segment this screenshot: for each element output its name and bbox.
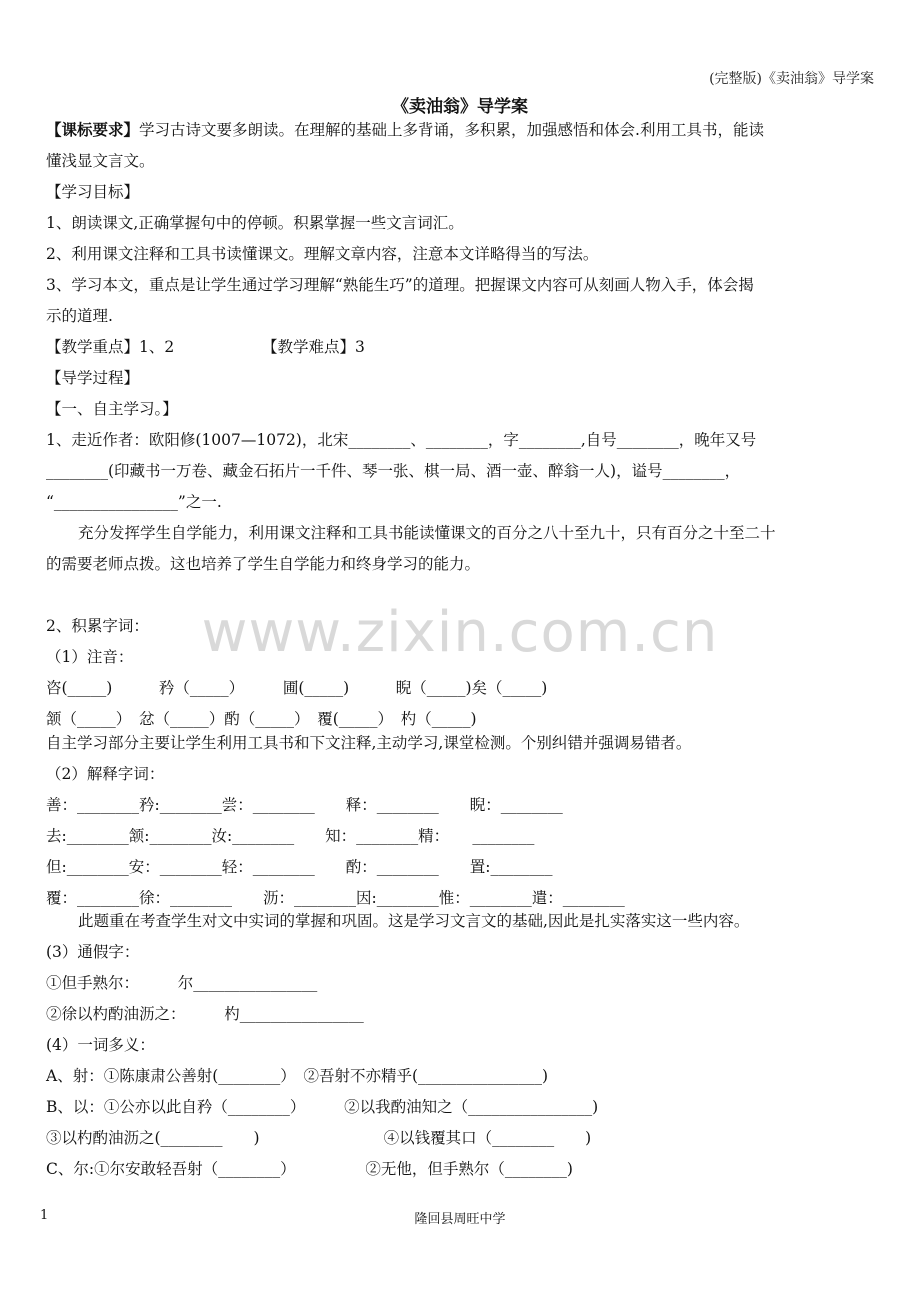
loan-character-2: ②徐以杓酌油沥之： 杓________________	[46, 1005, 364, 1023]
explain-words-heading: （2）解释字词：	[46, 765, 165, 783]
loan-characters-heading: (3）通假字：	[46, 943, 140, 961]
pronunciation-row-2: 颔（_____） 忿（_____）酌（_____） 覆(_____） 杓（_____)	[46, 710, 477, 728]
polysemy-row-b: B、以：①公亦以此自矜（________） ②以我酌油知之（________________)	[46, 1098, 599, 1116]
author-line-3: “________________”之一.	[46, 493, 222, 511]
polysemy-row-b-cont: ③以杓酌油沥之(________ ) ④以钱覆其口（________ )	[46, 1129, 592, 1147]
pronunciation-note: 自主学习部分主要让学生利用工具书和下文注释,主动学习,课堂检测。个别纠错并强调易错者。	[46, 734, 692, 752]
polysemy-row-c: C、尔:①尔安敢轻吾射（________） ②无他，但手熟尔（________)	[46, 1160, 573, 1178]
section-self-study: 【一、自主学习。】	[46, 400, 178, 418]
pronunciation-heading: （1）注音：	[46, 648, 134, 666]
curriculum-requirement-text: 学习古诗文要多朗读。在理解的基础上多背诵，多积累，加强感悟和体会.利用工具书，能读	[139, 121, 764, 139]
accumulate-words-heading: 2、积累字词：	[46, 617, 149, 635]
watermark: www.zixin.com.cn	[201, 600, 719, 665]
footer-school: 隆回县周旺中学	[414, 1212, 506, 1227]
goal-3: 3、学习本文，重点是让学生通过学习理解“熟能生巧”的道理。把握课文内容可从刻画人物入手，体会揭	[46, 276, 754, 294]
explain-row-1: 善：________矜:________尝：________ 释：________ 睨：________	[46, 796, 563, 814]
explain-note: 此题重在考查学生对文中实词的掌握和巩固。这是学习文言文的基础,因此是扎实落实这一些内容。	[78, 912, 750, 930]
author-line-2: ________(印藏书一万卷、藏金石拓片一千件、琴一张、棋一局、酒一壶、醉翁一人)，谥号________，	[46, 462, 741, 480]
page-title: 《卖油翁》导学案	[392, 97, 528, 117]
explain-row-2: 去:________颔:________汝:________ 知：________精： ________	[46, 827, 535, 845]
goal-2: 2、利用课文注释和工具书读懂课文。理解文章内容，注意本文详略得当的写法。	[46, 245, 599, 263]
teaching-difficulty: 【教学难点】3	[262, 338, 365, 356]
running-header: (完整版)《卖油翁》导学案	[709, 71, 874, 87]
curriculum-requirement-line	[46, 120, 764, 140]
self-study-note-1: 充分发挥学生自学能力，利用课文注释和工具书能读懂课文的百分之八十至九十，只有百分之十至二十	[78, 524, 776, 542]
curriculum-requirement-text-2: 懂浅显文言文。	[46, 152, 155, 170]
learning-goals-heading: 【学习目标】	[46, 183, 140, 201]
explain-row-3: 但:________安：________轻：________ 酌：________ 置:________	[46, 858, 553, 876]
goal-1: 1、朗读课文,正确掌握句中的停顿。积累掌握一些文言词汇。	[46, 214, 464, 232]
loan-character-1: ①但手熟尔： 尔________________	[46, 974, 318, 992]
curriculum-requirement-label: 【课标要求】	[46, 121, 140, 139]
teaching-focus: 【教学重点】1、2	[46, 338, 175, 356]
goal-3-cont: 示的道理.	[46, 307, 113, 325]
polysemy-heading: (4）一词多义：	[46, 1036, 155, 1054]
page-number: 1	[40, 1208, 49, 1223]
guided-process-heading: 【导学过程】	[46, 369, 140, 387]
explain-row-4: 覆：________徐：________ 沥：________因:________惟：________遣：________	[46, 889, 625, 907]
pronunciation-row-1: 咨(_____) 矜（_____） 圃(_____) 睨（_____)矣（_____)	[46, 679, 548, 697]
polysemy-row-a: A、射：①陈康肃公善射(________） ②吾射不亦精乎(________________)	[46, 1067, 549, 1085]
self-study-note-2: 的需要老师点拨。这也培养了学生自学能力和终身学习的能力。	[46, 555, 481, 573]
author-line-1: 1、走近作者：欧阳修(1007—1072)，北宋________、________，字________,自号________，晚年又号	[46, 431, 757, 449]
